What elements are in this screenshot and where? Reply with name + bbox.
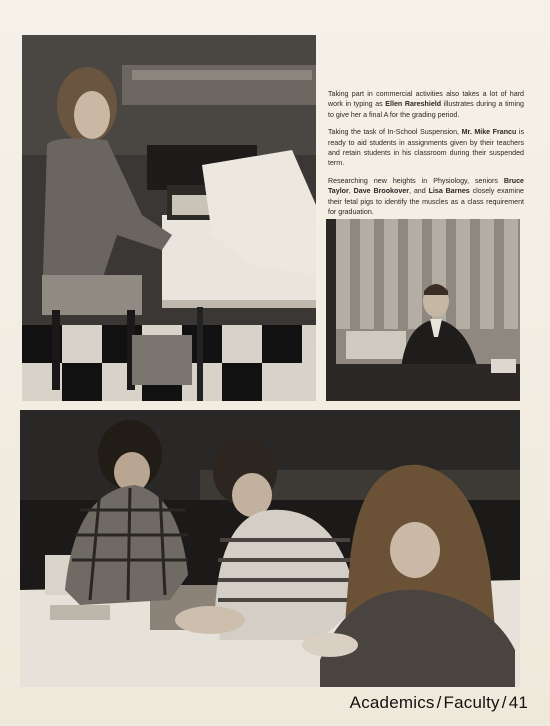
caption-name: Mr. Mike Francu bbox=[461, 128, 517, 137]
caption-typing: Taking part in commercial activities also takes a lot of hard work in typing as Ellen Rareshield illustrates during a timing to give her a final A for the grading period. bbox=[328, 90, 524, 119]
photo-teacher-at-desk bbox=[326, 219, 520, 401]
caption-name: Dave Brookover bbox=[353, 187, 409, 196]
photo-physiology-lab bbox=[20, 410, 520, 687]
folio-divider: / bbox=[436, 693, 442, 712]
section-title: Academics bbox=[349, 693, 435, 712]
caption-name: Lisa Barnes bbox=[428, 187, 470, 196]
caption-physiology: Researching new heights in Physiology, seniors Bruce Taylor, Dave Brookover, and Lisa Barnes closely examine their fetal pigs to identify the muscles as a class requirement for graduation. bbox=[328, 176, 524, 217]
page-footer bbox=[350, 693, 528, 713]
page-number: 41 bbox=[508, 693, 528, 712]
folio-divider: / bbox=[501, 693, 507, 712]
subsection-title: Faculty bbox=[443, 693, 500, 712]
caption-name: Ellen Rareshield bbox=[385, 100, 442, 109]
photo-captions bbox=[328, 89, 524, 224]
caption-name: Bruce Taylor bbox=[328, 176, 524, 196]
photo-student-typing bbox=[22, 35, 316, 401]
caption-suspension: Taking the task of In-School Suspension, Mr. Mike Francu is ready to aid students in assignments given by their teachers and retain students in his classroom during their suspended term. bbox=[328, 128, 524, 168]
